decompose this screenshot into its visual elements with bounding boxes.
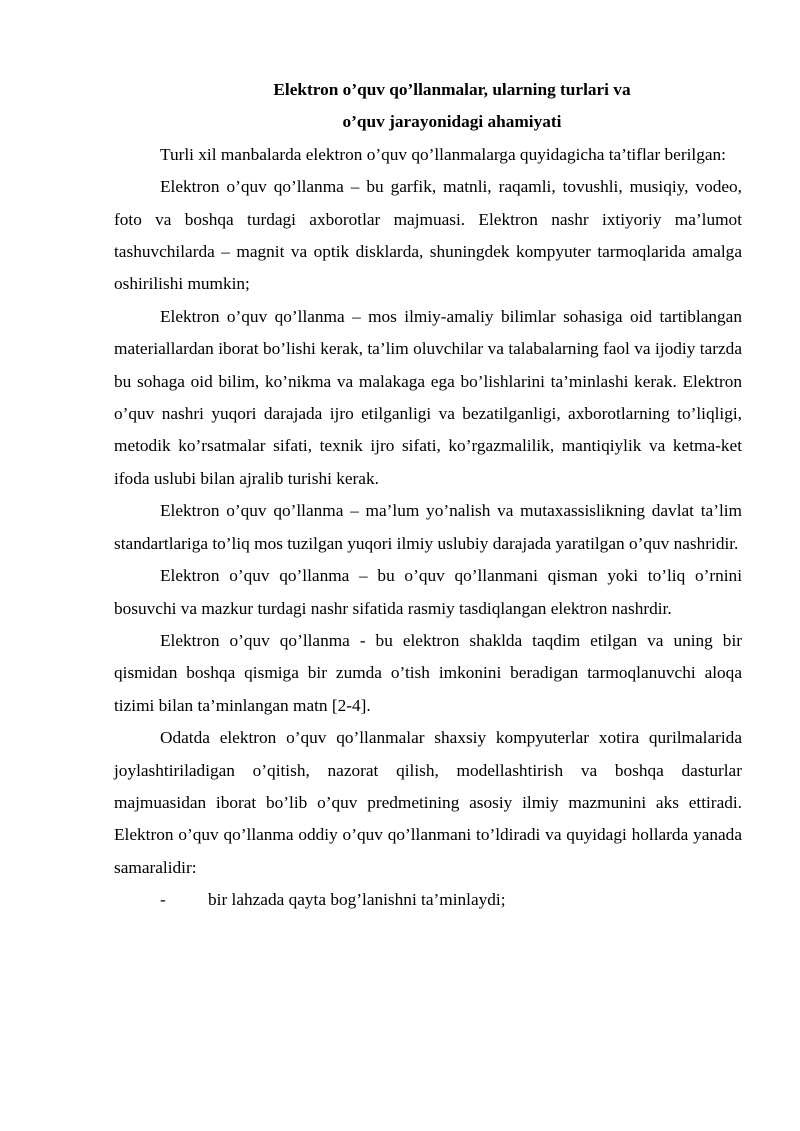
paragraph-3: Elektron o’quv qo’llanma – mos ilmiy-amaliy bilimlar sohasiga oid tartiblangan materiallardan iborat bo’lishi kerak, ta’lim oluvchilar va talabalarning faol va ijodiy tarzda bu sohaga oid bilim, ko’nikma va malakaga ega bo’lishlarini ta’minlashi kerak. Elektron o’quv nashri yuqori darajada ijro etilganligi va bezatilganligi, axborotlarning to’liqligi, metodik ko’rsatmalar sifati, texnik ijro sifati, ko’rgazmalilik, mantiqiylik va ketma-ket ifoda uslubi bilan ajralib turishi kerak. [114,306,742,488]
paragraph-6: Elektron o’quv qo’llanma - bu elektron shaklda taqdim etilgan va uning bir qismidan boshqa qismiga bir zumda o’tish imkonini beradigan tarmoqlanuvchi aloqa tizimi bilan ta’minlangan matn [2-4]. [114,630,742,715]
paragraph-7: Odatda elektron o’quv qo’llanmalar shaxsiy kompyuterlar xotira qurilmalarida joylashtiriladigan o’qitish, nazorat qilish, modellashtirish va boshqa dasturlar majmuasidan iborat bo’lib o’quv predmetining asosiy ilmiy mazmunini aks ettiradi. Elektron o’quv qo’llanma oddiy o’quv qo’llanmani to’ldiradi va quyidagi hollarda yanada samaralidir: [114,728,742,877]
paragraph-1: Turli xil manbalarda elektron o’quv qo’llanmalarga quyidagicha ta’tiflar berilgan: [160,144,726,164]
list-item-text: bir lahzada qayta bog’lanishni ta’minlaydi; [208,890,506,910]
paragraph-4: Elektron o’quv qo’llanma – ma’lum yo’nalish va mutaxassislikning davlat ta’lim standartlariga to’liq mos tuzilgan yuqori ilmiy uslubiy darajada yaratilgan o’quv nashridir. [114,501,742,553]
paragraph-2: Elektron o’quv qo’llanma – bu garfik, matnli, raqamli, tovushli, musiqiy, vodeo, foto va boshqa turdagi axborotlar majmuasi. Elektron nashr ixtiyoriy ma’lumot tashuvchilarda – magnit va optik disklarda, shuningdek kompyuter tarmoqlarida amalga oshirilishi mumkin; [114,177,742,294]
document-title-line-1: Elektron o’quv qo’llanmalar, ularning turlari va [273,80,631,99]
paragraph-5: Elektron o’quv qo’llanma – bu o’quv qo’llanmani qisman yoki to’liq o’rnini bosuvchi va mazkur turdagi nashr sifatida rasmiy tasdiqlangan elektron nashrdir. [114,566,742,618]
document-page [114,74,742,917]
list-item [114,884,742,916]
list-item-marker: - [160,890,166,910]
document-title-line-2: o’quv jarayonidagi ahamiyati [342,112,562,132]
